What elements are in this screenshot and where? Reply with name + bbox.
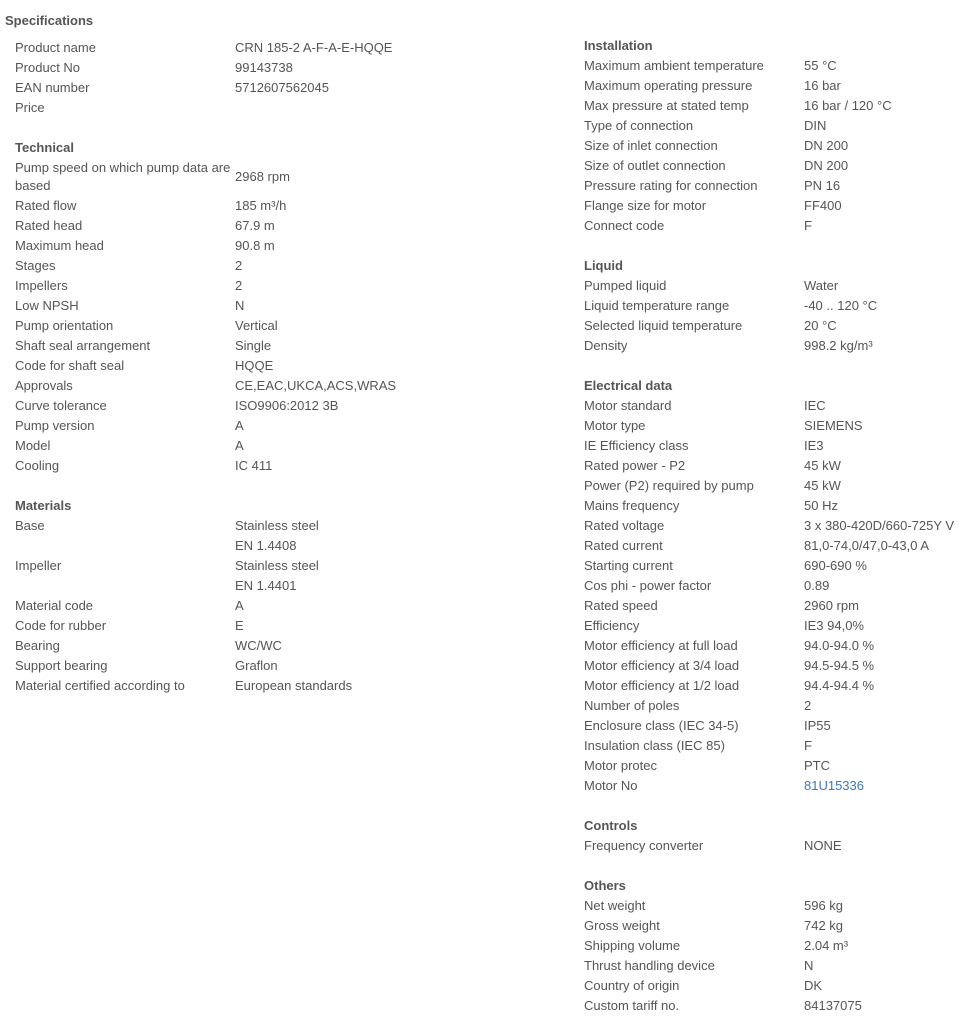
section-title-technical: Technical bbox=[15, 140, 75, 155]
spec-row-power-factor bbox=[584, 576, 954, 596]
spec-row-bearing bbox=[15, 636, 352, 656]
spec-value: WC/WC bbox=[235, 638, 282, 653]
spec-label: Net weight bbox=[584, 898, 646, 913]
spec-label: Low NPSH bbox=[15, 298, 79, 313]
spec-label: Number of poles bbox=[584, 698, 680, 713]
spec-label: Flange size for motor bbox=[584, 198, 707, 213]
section-title-others: Others bbox=[584, 878, 626, 893]
spec-label: Rated head bbox=[15, 218, 83, 233]
spec-row-net-weight bbox=[584, 896, 862, 916]
spec-row-maximum-head bbox=[15, 236, 396, 256]
spec-value: CRN 185-2 A-F-A-E-HQQE bbox=[235, 40, 393, 55]
spec-value: 20 °C bbox=[804, 318, 837, 333]
spec-value: 5712607562045 bbox=[235, 80, 329, 95]
spec-value: IE3 94,0% bbox=[804, 618, 864, 633]
spec-row-rated-head bbox=[15, 216, 396, 236]
spec-row-liquid-temp-range bbox=[584, 296, 877, 316]
motor-no-link[interactable]: 81U15336 bbox=[804, 778, 864, 793]
section-title-materials: Materials bbox=[15, 498, 72, 513]
spec-value: European standards bbox=[235, 678, 353, 693]
spec-value: 3 x 380-420D/660-725Y V bbox=[804, 518, 955, 533]
spec-label: Rated current bbox=[584, 538, 663, 553]
spec-value: 45 kW bbox=[804, 478, 841, 493]
spec-label: Selected liquid temperature bbox=[584, 318, 743, 333]
spec-row-max-pressure-stated-temp bbox=[584, 96, 892, 116]
spec-label: Support bearing bbox=[15, 658, 108, 673]
spec-value: 2.04 m³ bbox=[804, 938, 849, 953]
spec-label: Shipping volume bbox=[584, 938, 681, 953]
spec-value: 16 bar bbox=[804, 78, 841, 93]
spec-value: PN 16 bbox=[804, 178, 841, 193]
spec-row-model bbox=[15, 436, 396, 456]
spec-row-motor-eff-full bbox=[584, 636, 954, 656]
spec-row-motor-eff-1-2 bbox=[584, 676, 954, 696]
spec-row-power-required bbox=[584, 476, 954, 496]
spec-value: Graflon bbox=[235, 658, 278, 673]
spec-value: F bbox=[804, 218, 812, 233]
spec-label: Gross weight bbox=[584, 918, 660, 933]
spec-value: 998.2 kg/m³ bbox=[804, 338, 873, 353]
spec-row-material-code bbox=[15, 596, 352, 616]
section-installation bbox=[584, 36, 892, 236]
spec-value: PTC bbox=[804, 758, 830, 773]
spec-row-ie-efficiency-class bbox=[584, 436, 954, 456]
spec-value: 2 bbox=[235, 278, 243, 293]
spec-label: Motor efficiency at 1/2 load bbox=[584, 678, 740, 693]
spec-label: Size of outlet connection bbox=[584, 158, 726, 173]
spec-value: 690-690 % bbox=[804, 558, 867, 573]
section-electrical-data bbox=[584, 376, 954, 796]
spec-label: Code for rubber bbox=[15, 618, 107, 633]
spec-label: Price bbox=[15, 100, 45, 115]
spec-row-motor-eff-3-4 bbox=[584, 656, 954, 676]
spec-value: DN 200 bbox=[804, 158, 849, 173]
spec-value: 742 kg bbox=[804, 918, 844, 933]
spec-label: Density bbox=[584, 338, 628, 353]
spec-label: Motor efficiency at full load bbox=[584, 638, 738, 653]
spec-row-rated-speed bbox=[584, 596, 954, 616]
spec-value: 94.0-94.0 % bbox=[804, 638, 875, 653]
spec-row-motor-type bbox=[584, 416, 954, 436]
spec-label: Pump speed on which pump data are based bbox=[15, 160, 231, 193]
spec-label: Pumped liquid bbox=[584, 278, 667, 293]
spec-row-impeller bbox=[15, 556, 352, 576]
page-title: Specifications bbox=[5, 13, 94, 28]
spec-row-product-name bbox=[15, 38, 392, 58]
spec-row-motor-standard bbox=[584, 396, 954, 416]
spec-label: Stages bbox=[15, 258, 56, 273]
spec-value: 50 Hz bbox=[804, 498, 838, 513]
spec-row-connect-code bbox=[584, 216, 892, 236]
spec-label: Rated power - P2 bbox=[584, 458, 686, 473]
spec-label: Maximum head bbox=[15, 238, 104, 253]
spec-label: Thrust handling device bbox=[584, 958, 715, 973]
spec-label: Size of inlet connection bbox=[584, 138, 718, 153]
spec-row-thrust-handling bbox=[584, 956, 862, 976]
spec-value: HQQE bbox=[235, 358, 274, 373]
spec-label: Efficiency bbox=[584, 618, 640, 633]
spec-value: DK bbox=[804, 978, 823, 993]
spec-value: Single bbox=[235, 338, 272, 353]
section-others bbox=[584, 876, 862, 1016]
spec-row-curve-tolerance bbox=[15, 396, 396, 416]
spec-value: 2960 rpm bbox=[804, 598, 859, 613]
spec-value: 596 kg bbox=[804, 898, 844, 913]
spec-row-ean-number bbox=[15, 78, 392, 98]
spec-value: Stainless steel bbox=[235, 558, 319, 573]
spec-value: 90.8 m bbox=[235, 238, 275, 253]
spec-value: IC 411 bbox=[235, 458, 273, 473]
spec-label: Maximum ambient temperature bbox=[584, 58, 764, 73]
spec-value: A bbox=[235, 418, 244, 433]
spec-row-efficiency bbox=[584, 616, 954, 636]
spec-value: 94.4-94.4 % bbox=[804, 678, 875, 693]
spec-label: Country of origin bbox=[584, 978, 680, 993]
spec-value: CE,EAC,UKCA,ACS,WRAS bbox=[235, 378, 397, 393]
spec-label: Impeller bbox=[15, 558, 62, 573]
section-title-liquid: Liquid bbox=[584, 258, 623, 273]
spec-row-base-standard bbox=[15, 536, 352, 556]
spec-value: 81,0-74,0/47,0-43,0 A bbox=[804, 538, 930, 553]
spec-label: Model bbox=[15, 438, 51, 453]
spec-row-support-bearing bbox=[15, 656, 352, 676]
spec-row-starting-current bbox=[584, 556, 954, 576]
spec-label: Motor type bbox=[584, 418, 646, 433]
spec-value: 0.89 bbox=[804, 578, 830, 593]
spec-row-number-of-poles bbox=[584, 696, 954, 716]
spec-label: Mains frequency bbox=[584, 498, 680, 513]
spec-value: 2968 rpm bbox=[235, 169, 290, 184]
spec-row-flange-size bbox=[584, 196, 892, 216]
spec-label: Motor efficiency at 3/4 load bbox=[584, 658, 740, 673]
spec-value: FF400 bbox=[804, 198, 842, 213]
spec-value: E bbox=[235, 618, 244, 633]
spec-row-pumped-liquid bbox=[584, 276, 877, 296]
spec-value: NONE bbox=[804, 838, 842, 853]
spec-label: Type of connection bbox=[584, 118, 694, 133]
spec-label: Code for shaft seal bbox=[15, 358, 125, 373]
spec-value: Water bbox=[804, 278, 839, 293]
spec-row-rated-voltage bbox=[584, 516, 954, 536]
spec-label: Cos phi - power factor bbox=[584, 578, 712, 593]
spec-row-approvals bbox=[15, 376, 396, 396]
spec-row-max-ambient-temp bbox=[584, 56, 892, 76]
spec-label: Rated flow bbox=[15, 198, 77, 213]
spec-value: 2 bbox=[235, 258, 243, 273]
spec-label: Base bbox=[15, 518, 45, 533]
spec-value: IEC bbox=[804, 398, 826, 413]
spec-label: IE Efficiency class bbox=[584, 438, 689, 453]
spec-value: -40 .. 120 °C bbox=[804, 298, 878, 313]
spec-label: Material certified according to bbox=[15, 678, 185, 693]
spec-row-pressure-rating bbox=[584, 176, 892, 196]
spec-row-max-operating-pressure bbox=[584, 76, 892, 96]
spec-label: Maximum operating pressure bbox=[584, 78, 753, 93]
spec-label: Pressure rating for connection bbox=[584, 178, 758, 193]
spec-value: 99143738 bbox=[235, 60, 293, 75]
spec-label: Liquid temperature range bbox=[584, 298, 730, 313]
spec-row-impeller-standard bbox=[15, 576, 352, 596]
spec-label: Max pressure at stated temp bbox=[584, 98, 749, 113]
spec-row-outlet-size bbox=[584, 156, 892, 176]
spec-label: Connect code bbox=[584, 218, 665, 233]
spec-label: Custom tariff no. bbox=[584, 998, 680, 1013]
spec-value: 45 kW bbox=[804, 458, 841, 473]
section-title-controls: Controls bbox=[584, 818, 638, 833]
spec-label: Motor protec bbox=[584, 758, 657, 773]
spec-row-selected-liquid-temp bbox=[584, 316, 877, 336]
spec-label: Bearing bbox=[15, 638, 60, 653]
spec-label: Product No bbox=[15, 60, 81, 75]
section-general bbox=[15, 38, 392, 118]
spec-row-low-npsh bbox=[15, 296, 396, 316]
section-controls bbox=[584, 816, 842, 856]
spec-row-shipping-volume bbox=[584, 936, 862, 956]
spec-value: N bbox=[235, 298, 245, 313]
spec-value: A bbox=[235, 598, 244, 613]
spec-value: EN 1.4401 bbox=[235, 578, 297, 593]
spec-value: Vertical bbox=[235, 318, 278, 333]
spec-value: DIN bbox=[804, 118, 827, 133]
spec-row-motor-no bbox=[584, 776, 954, 796]
spec-value: A bbox=[235, 438, 244, 453]
spec-label: Shaft seal arrangement bbox=[15, 338, 151, 353]
spec-label: Cooling bbox=[15, 458, 60, 473]
spec-label: Enclosure class (IEC 34-5) bbox=[584, 718, 739, 733]
spec-row-pump-orientation bbox=[15, 316, 396, 336]
spec-label: Frequency converter bbox=[584, 838, 704, 853]
spec-label: EAN number bbox=[15, 80, 90, 95]
spec-label: Motor standard bbox=[584, 398, 672, 413]
spec-value: 55 °C bbox=[804, 58, 837, 73]
spec-value: 2 bbox=[804, 698, 812, 713]
spec-label: Material code bbox=[15, 598, 94, 613]
spec-label: Motor No bbox=[584, 778, 638, 793]
section-technical bbox=[15, 138, 396, 476]
spec-row-rated-flow bbox=[15, 196, 396, 216]
spec-label: Insulation class (IEC 85) bbox=[584, 738, 725, 753]
spec-row-gross-weight bbox=[584, 916, 862, 936]
spec-row-frequency-converter bbox=[584, 836, 842, 856]
spec-row-product-no bbox=[15, 58, 392, 78]
spec-value: EN 1.4408 bbox=[235, 538, 297, 553]
spec-value: F bbox=[804, 738, 812, 753]
spec-label: Product name bbox=[15, 40, 96, 55]
section-materials bbox=[15, 496, 352, 696]
spec-row-mains-frequency bbox=[584, 496, 954, 516]
spec-row-pump-speed bbox=[15, 158, 396, 196]
spec-row-insulation-class bbox=[584, 736, 954, 756]
spec-row-stages bbox=[15, 256, 396, 276]
spec-value: N bbox=[804, 958, 814, 973]
spec-row-motor-protec bbox=[584, 756, 954, 776]
spec-value: IP55 bbox=[804, 718, 831, 733]
spec-row-custom-tariff bbox=[584, 996, 862, 1016]
spec-row-code-for-rubber bbox=[15, 616, 352, 636]
spec-value: ISO9906:2012 3B bbox=[235, 398, 339, 413]
spec-value: 84137075 bbox=[804, 998, 862, 1013]
section-title-installation: Installation bbox=[584, 38, 653, 53]
spec-row-code-for-shaft-seal bbox=[15, 356, 396, 376]
spec-row-rated-current bbox=[584, 536, 954, 556]
spec-row-cooling bbox=[15, 456, 396, 476]
spec-label: Approvals bbox=[15, 378, 73, 393]
spec-row-price bbox=[15, 98, 392, 118]
spec-value: 94.5-94.5 % bbox=[804, 658, 875, 673]
spec-label: Rated speed bbox=[584, 598, 658, 613]
spec-row-pump-version bbox=[15, 416, 396, 436]
spec-row-type-of-connection bbox=[584, 116, 892, 136]
spec-row-enclosure-class bbox=[584, 716, 954, 736]
spec-label: Starting current bbox=[584, 558, 673, 573]
spec-label: Power (P2) required by pump bbox=[584, 478, 754, 493]
spec-label: Pump version bbox=[15, 418, 95, 433]
spec-row-base bbox=[15, 516, 352, 536]
spec-row-shaft-seal-arrangement bbox=[15, 336, 396, 356]
spec-row-density bbox=[584, 336, 877, 356]
spec-value: 16 bar / 120 °C bbox=[804, 98, 892, 113]
section-title-electrical-data: Electrical data bbox=[584, 378, 673, 393]
section-liquid bbox=[584, 256, 877, 356]
spec-value: SIEMENS bbox=[804, 418, 863, 433]
spec-row-impellers bbox=[15, 276, 396, 296]
spec-row-rated-power bbox=[584, 456, 954, 476]
spec-label: Curve tolerance bbox=[15, 398, 107, 413]
spec-label: Rated voltage bbox=[584, 518, 665, 533]
spec-value: Stainless steel bbox=[235, 518, 319, 533]
spec-label: Impellers bbox=[15, 278, 68, 293]
spec-row-country-of-origin bbox=[584, 976, 862, 996]
spec-value: DN 200 bbox=[804, 138, 849, 153]
spec-value: 67.9 m bbox=[235, 218, 275, 233]
spec-label: Pump orientation bbox=[15, 318, 114, 333]
spec-row-material-certified bbox=[15, 676, 352, 696]
spec-value: IE3 bbox=[804, 438, 824, 453]
spec-value: 185 m³/h bbox=[235, 198, 287, 213]
spec-row-inlet-size bbox=[584, 136, 892, 156]
